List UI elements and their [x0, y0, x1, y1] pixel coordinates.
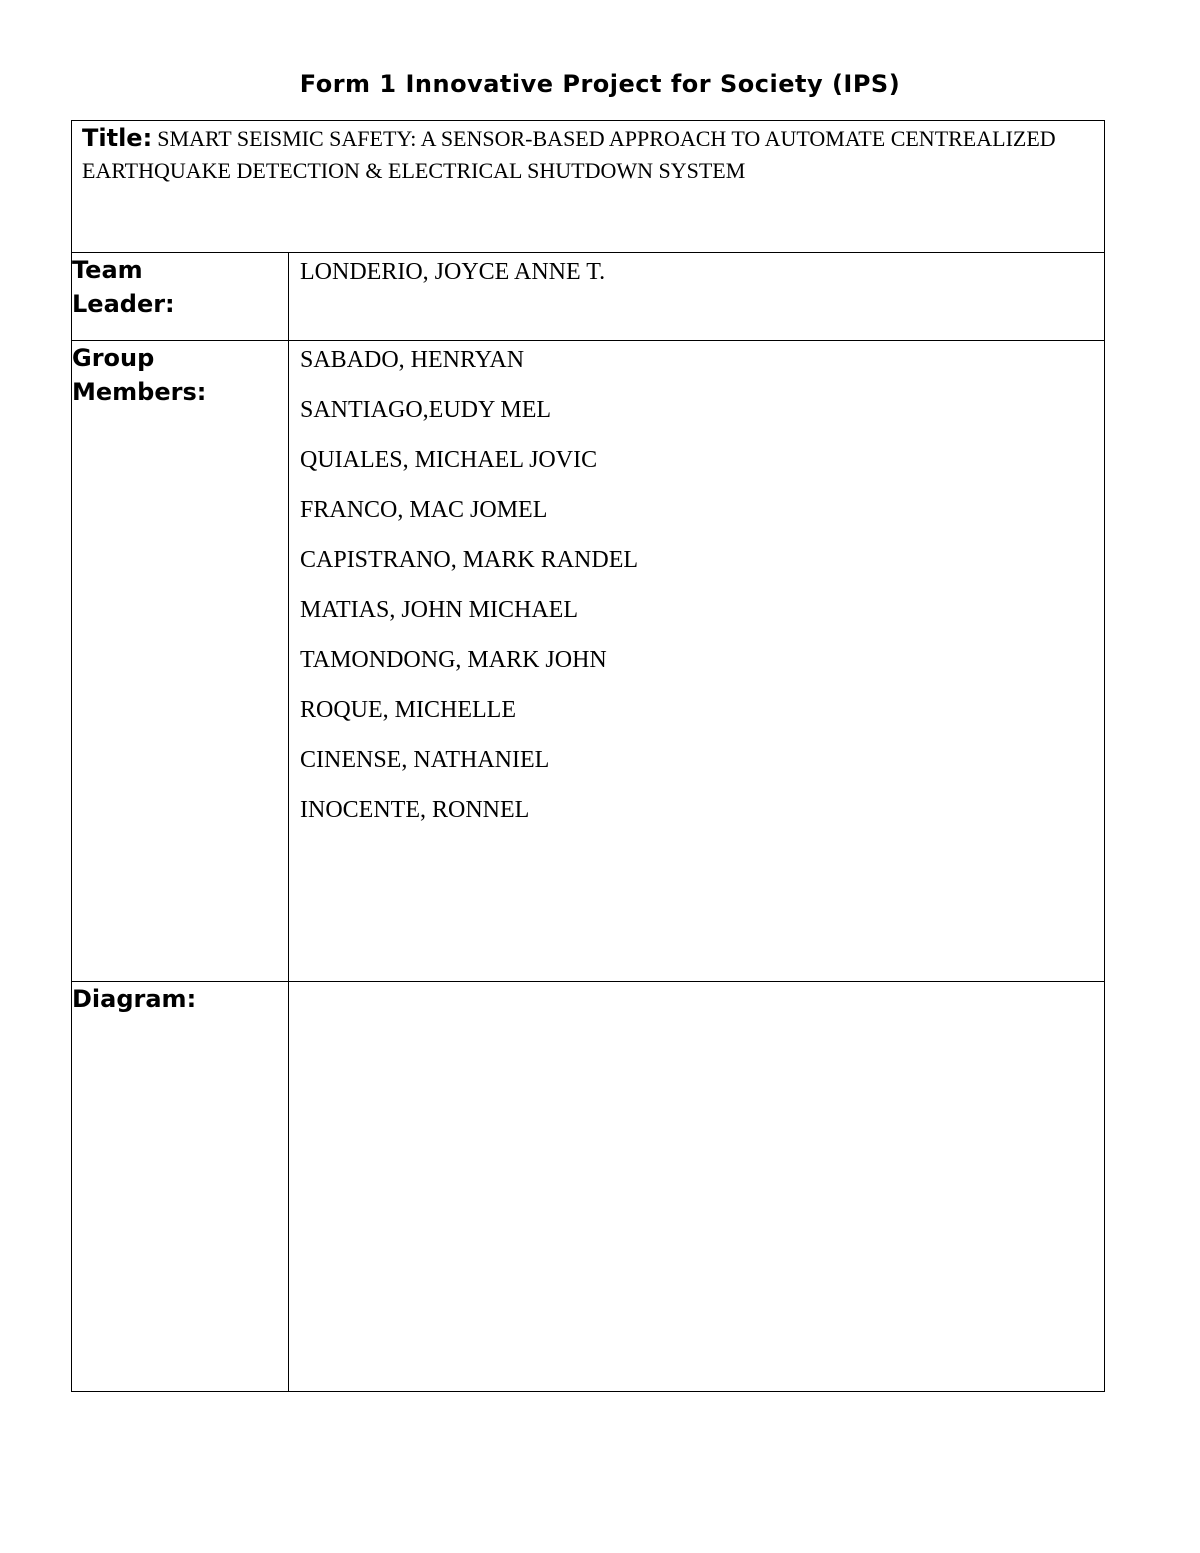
- title-label: Title:: [82, 124, 153, 152]
- member-item: ROQUE, MICHELLE: [300, 697, 516, 723]
- group-members-label-line2: Members:: [72, 378, 207, 406]
- team-leader-label-line2: Leader:: [72, 290, 175, 318]
- diagram-row: [72, 982, 1105, 1392]
- member-item: MATIAS, JOHN MICHAEL: [300, 597, 579, 623]
- team-leader-value-cell: [289, 253, 1105, 341]
- member-item: CINENSE, NATHANIEL: [300, 747, 550, 773]
- member-item: TAMONDONG, MARK JOHN: [300, 647, 607, 673]
- team-leader-label: [72, 253, 289, 341]
- member-item: QUIALES, MICHAEL JOVIC: [300, 447, 598, 473]
- member-item: SANTIAGO,EUDY MEL: [300, 397, 552, 423]
- team-leader-row: [72, 253, 1105, 341]
- ips-form-table: [71, 120, 1105, 1392]
- title-cell: [72, 121, 1105, 253]
- group-members-value-cell: [289, 341, 1105, 982]
- group-members-row: [72, 341, 1105, 982]
- project-title: SMART SEISMIC SAFETY: A SENSOR-BASED APPROACH TO AUTOMATE CENTREALIZED EARTHQUAKE DETECTION & ELECTRICAL SHUTDOWN SYSTEM: [82, 126, 1056, 183]
- diagram-area: [289, 982, 1105, 1392]
- page-title: Form 1 Innovative Project for Society (IPS): [299, 70, 901, 98]
- member-item: FRANCO, MAC JOMEL: [300, 497, 548, 523]
- title-row: [72, 121, 1105, 253]
- team-leader-label-line1: Team: [72, 256, 143, 284]
- group-members-label: [72, 341, 289, 982]
- diagram-label: Diagram:: [72, 982, 289, 1392]
- member-item: CAPISTRANO, MARK RANDEL: [300, 547, 639, 573]
- team-leader-name: LONDERIO, JOYCE ANNE T.: [300, 259, 606, 285]
- group-members-label-line1: Group: [72, 344, 155, 372]
- member-item: SABADO, HENRYAN: [300, 347, 525, 373]
- member-item: INOCENTE, RONNEL: [300, 797, 530, 823]
- group-members-list: [300, 345, 1094, 845]
